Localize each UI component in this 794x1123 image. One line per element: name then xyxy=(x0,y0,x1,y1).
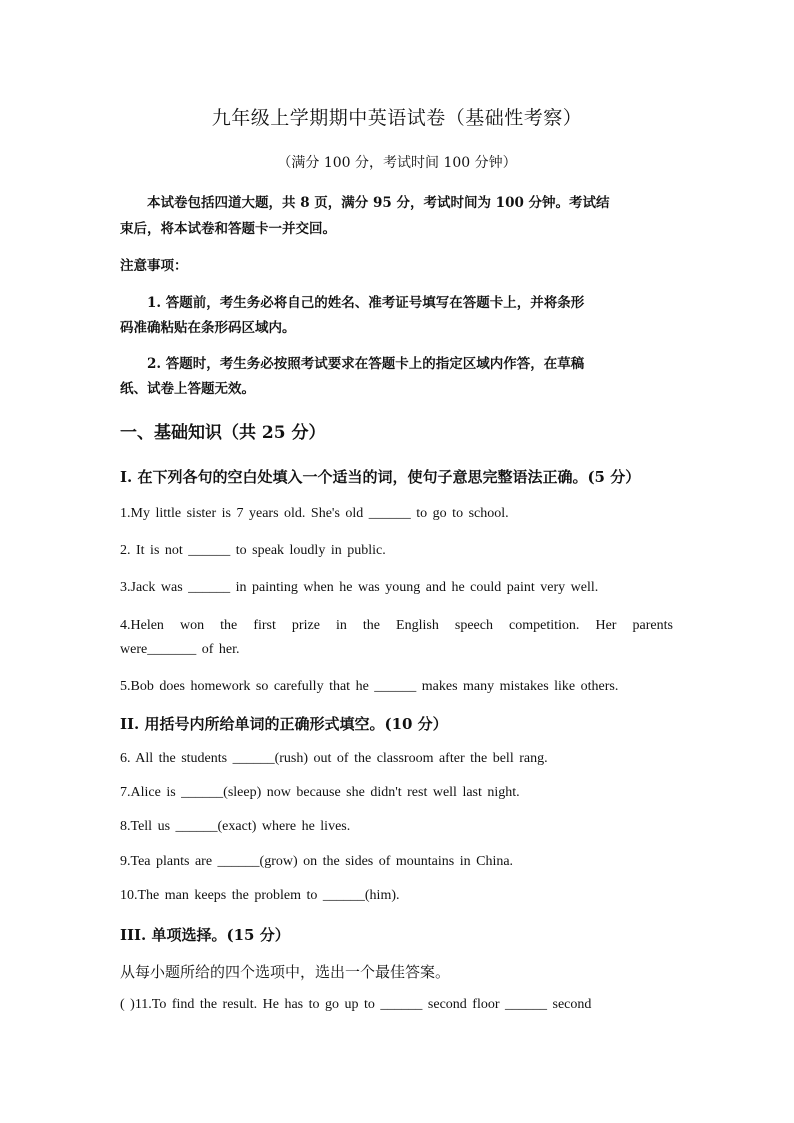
intro-line-1: 本试卷包括四道大题，共 8 页，满分 95 分，考试时间为 100 分钟。考试结 xyxy=(147,195,610,211)
exam-subtitle: （满分 100 分，考试时间 100 分钟） xyxy=(277,155,517,171)
q4-word: Her xyxy=(595,618,617,633)
question-4-line-1 xyxy=(120,618,673,634)
intro-line-2: 束后，将本试卷和答题卡一并交回。 xyxy=(120,221,336,237)
question-5: 5.Bob does homework so carefully that he ______ makes many mistakes like others. xyxy=(120,679,619,694)
question-8: 8.Tell us ______(exact) where he lives. xyxy=(120,819,351,834)
q4-word: the xyxy=(362,618,380,633)
q4-word: parents xyxy=(632,618,673,633)
part-3-heading: III. 单项选择。(15 分） xyxy=(120,926,290,944)
question-2: 2. It is not ______ to speak loudly in public. xyxy=(120,543,386,558)
note-2-line-1: 2. 答题时，考生务必按照考试要求在答题卡上的指定区域内作答，在草稿 xyxy=(147,356,585,372)
q4-word: English xyxy=(396,618,439,633)
q4-word: first xyxy=(253,618,276,633)
q4-word: prize xyxy=(291,618,320,633)
exam-title: 九年级上学期期中英语试卷（基础性考察） xyxy=(211,107,583,129)
part-1-heading: I. 在下列各句的空白处填入一个适当的词，使句子意思完整语法正确。(5 分） xyxy=(120,468,641,486)
q4-word: competition. xyxy=(509,618,580,633)
question-4-line-2: were_______ of her. xyxy=(120,642,240,657)
q4-word: in xyxy=(335,618,347,633)
note-1-line-1: 1. 答题前，考生务必将自己的姓名、准考证号填写在答题卡上，并将条形 xyxy=(147,295,585,311)
q4-word: 4.Helen xyxy=(120,618,164,633)
note-2-line-2: 纸、试卷上答题无效。 xyxy=(120,381,255,397)
question-3: 3.Jack was ______ in painting when he was young and he could paint very well. xyxy=(120,580,599,595)
question-1: 1.My little sister is 7 years old. She's old ______ to go to school. xyxy=(120,506,509,521)
q4-word: the xyxy=(220,618,238,633)
q4-word: speech xyxy=(454,618,493,633)
question-11: ( )11.To find the result. He has to go up to ______ second floor ______ second xyxy=(120,997,592,1012)
part-2-heading: II. 用括号内所给单词的正确形式填空。(10 分） xyxy=(120,715,448,733)
q4-word: won xyxy=(179,618,205,633)
question-7: 7.Alice is ______(sleep) now because she didn't rest well last night. xyxy=(120,785,520,800)
question-6: 6. All the students ______(rush) out of the classroom after the bell rang. xyxy=(120,751,548,766)
section-1-heading: 一、基础知识（共 25 分） xyxy=(120,423,326,443)
part-3-instruction: 从每小题所给的四个选项中，选出一个最佳答案。 xyxy=(120,963,451,981)
notes-heading: 注意事项： xyxy=(120,258,188,274)
question-9: 9.Tea plants are ______(grow) on the sides of mountains in China. xyxy=(120,854,514,869)
note-1-line-2: 码准确粘贴在条形码区域内。 xyxy=(120,320,296,336)
question-10: 10.The man keeps the problem to ______(him). xyxy=(120,888,400,903)
